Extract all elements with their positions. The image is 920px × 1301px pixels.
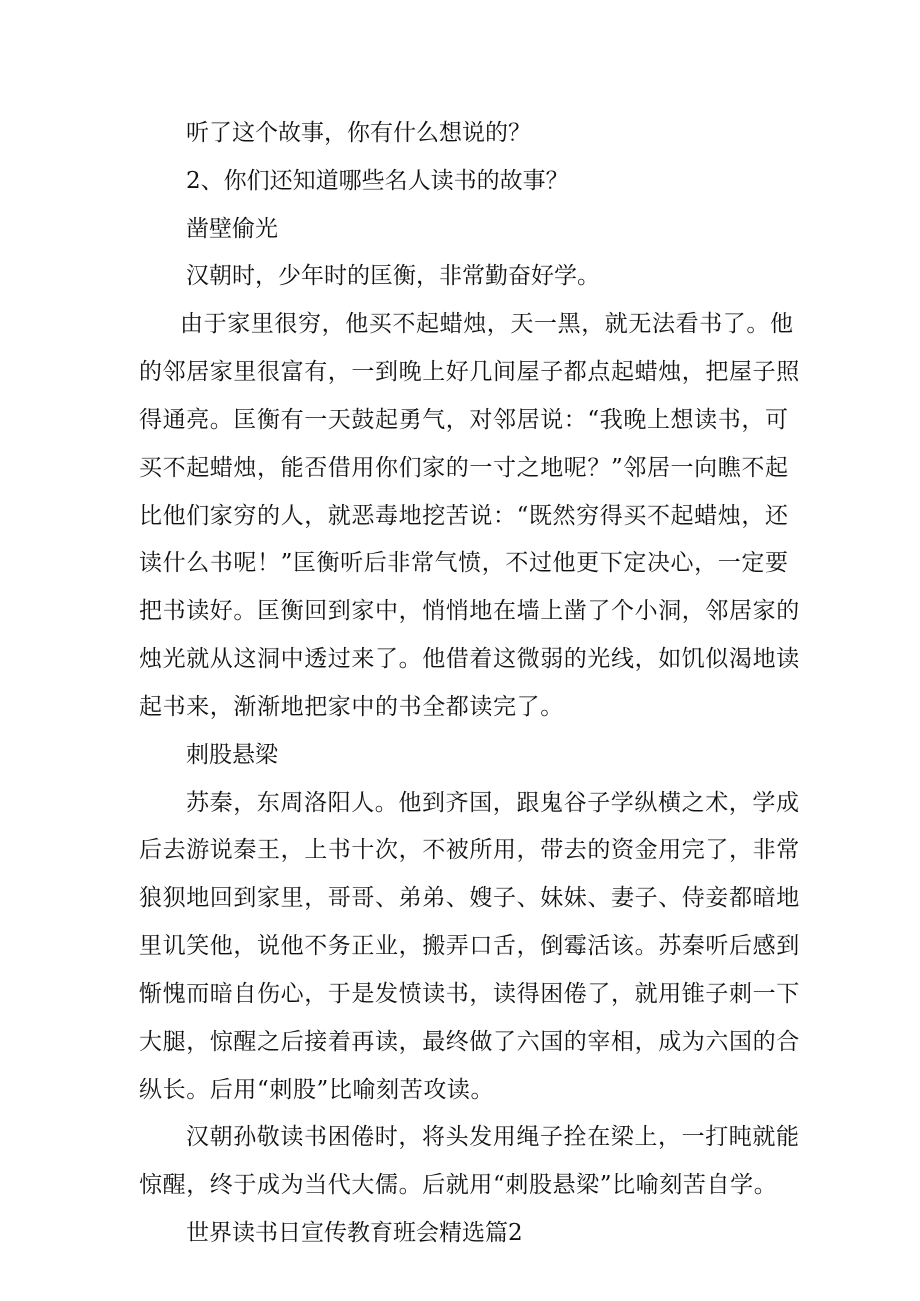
paragraph-line: 惊醒，终于成为当代大儒。后就用“刺股悬梁”比喻刻苦自学。 [139, 1172, 778, 1198]
paragraph-line: 纵长。后用“刺股”比喻刻苦攻读。 [139, 1077, 495, 1103]
paragraph-line: 买不起蜡烛，能否借用你们家的一寸之地呢？”邻居一向瞧不起 [139, 455, 789, 481]
section-title: 凿壁偷光 [186, 216, 278, 242]
paragraph-line: 比他们家穷的人，就恶毒地挖苦说：“既然穷得买不起蜡烛，还 [139, 503, 789, 529]
paragraph-line: 后去游说秦王，上书十次，不被所用，带去的资金用完了，非常 [139, 837, 800, 863]
paragraph-line: 烛光就从这洞中透过来了。他借着这微弱的光线，如饥似渴地读 [139, 646, 800, 672]
paragraph-line: 里讥笑他，说他不务正业，搬弄口舌，倒霉活该。苏秦听后感到 [139, 933, 800, 959]
question-line: 听了这个故事，你有什么想说的？ [186, 120, 531, 146]
paragraph-line: 得通亮。匡衡有一天鼓起勇气，对邻居说：“我晚上想读书，可 [139, 407, 789, 433]
paragraph-line: 汉朝时，少年时的匡衡，非常勤奋好学。 [186, 263, 600, 289]
question-line: 2、你们还知道哪些名人读书的故事？ [186, 168, 569, 194]
paragraph-line: 把书读好。匡衡回到家中，悄悄地在墙上凿了个小洞，邻居家的 [139, 598, 800, 624]
paragraph-line: 的邻居家里很富有，一到晚上好几间屋子都点起蜡烛，把屋子照 [139, 359, 800, 385]
section-title: 刺股悬梁 [186, 742, 278, 768]
paragraph-line: 大腿，惊醒之后接着再读，最终做了六国的宰相，成为六国的合 [139, 1029, 800, 1055]
paragraph-line: 由于家里很穷，他买不起蜡烛，天一黑，就无法看书了。他 [180, 311, 794, 337]
paragraph-line: 读什么书呢！”匡衡听后非常气愤，不过他更下定决心，一定要 [139, 550, 789, 576]
paragraph-line: 汉朝孙敬读书困倦时，将头发用绳子拴在梁上，一打盹就能 [186, 1124, 800, 1150]
section-heading: 世界读书日宣传教育班会精选篇2 [186, 1220, 523, 1246]
paragraph-line: 苏秦，东周洛阳人。他到齐国，跟鬼谷子学纵横之术，学成 [186, 790, 800, 816]
paragraph-line: 起书来，渐渐地把家中的书全都读完了。 [139, 694, 564, 720]
paragraph-line: 狼狈地回到家里，哥哥、弟弟、嫂子、妹妹、妻子、侍妾都暗地 [139, 885, 800, 911]
paragraph-line: 惭愧而暗自伤心，于是发愤读书，读得困倦了，就用锥子刺一下 [139, 981, 800, 1007]
